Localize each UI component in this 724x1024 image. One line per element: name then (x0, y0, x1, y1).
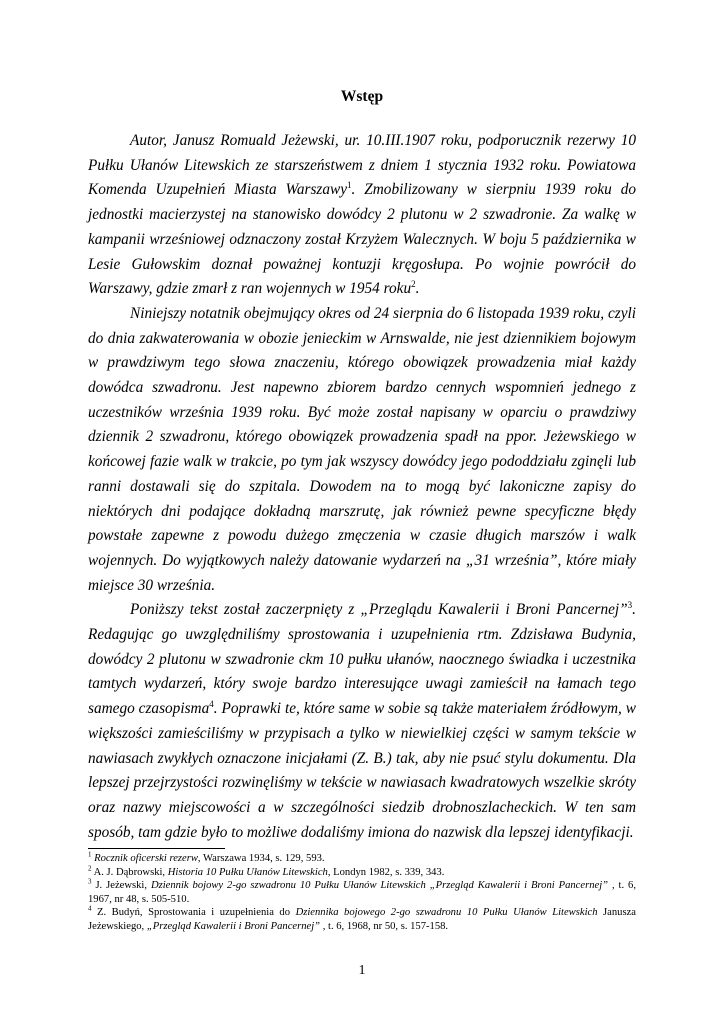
text-span: A. J. Dąbrowski, (93, 866, 168, 878)
italic-text: Rocznik oficerski rezerw (94, 853, 198, 864)
footnote-number: 2 (88, 864, 92, 873)
footnote (88, 866, 636, 880)
footnote-ref: 2 (411, 279, 416, 290)
footnote (88, 906, 636, 933)
page-title: Wstęp (340, 88, 384, 105)
paragraph (88, 129, 636, 302)
page-number: 1 (358, 963, 366, 978)
text-span: Z. Budyń, Sprostowania i uzupełnienia do (97, 907, 296, 919)
text-span: Niniejszy notatnik obejmujący okres od 24 sierpnia do 6 listopada 1939 roku, czyli do dnia zakwaterowania w obozie jenieckim w Arnswalde, nie jest dziennikiem bojowym w prawdziwym tego słowa znaczeniu, którego obowiązek prowadzenia miał każdy dowódca szwadronu. Jest napewno zbiorem bardzo cennych wspomnień jednego z uczestników września 1939 roku. Być może został napisany w oparciu o prawdziwy dziennik 2 szwadronu, którego obowiązek prowadzenia spadł na ppor. Jeżewskiego w końcowej fazie walk w trakcie, po tym jak wszyscy dowódcy jego pododdziału zginęli lub ranni dostawali się do szpitala. Dowodem na to mogą być lakoniczne zapisy do niektórych dni podające dokładną marszrutę, jak również pewne specyficzne błędy powstałe zapewne z powodu dużego zmęczenia w czasie długich marszów i walk wojennych. Do wyjątkowych należy datowanie wydarzeń na „31 września”, które miały miejsce 30 września. (88, 304, 636, 594)
footnote-number: 3 (88, 877, 92, 886)
text-span: , Londyn 1982, s. 339, 343. (327, 866, 445, 878)
footnote-ref: 4 (209, 699, 214, 710)
footnotes (88, 852, 636, 934)
text-span: Janusza Jeżewskiego, (88, 907, 637, 932)
text-span: . Redagując go uwzględniliśmy sprostowania i uzupełnienia rtm. Zdzisława Budynia, dowódcy 2 plutonu w szwadronie ckm 10 pułku ułanów, naocznego świadka i uczestnika tamtych wydarzeń, który swoje bardzo interesujące uwagi zamieścił na łamach tego samego czasopisma (88, 601, 636, 718)
footnote (88, 852, 636, 866)
text-span: , t. 6, 1968, nr 50, s. 157-158. (320, 920, 449, 932)
text-span: , t. 6, 1967, nr 48, s. 505-510. (88, 880, 636, 905)
footnote-ref: 3 (627, 600, 633, 611)
body-text (88, 129, 636, 845)
footnote-separator (88, 848, 225, 849)
text-span: . (415, 280, 420, 298)
footnote (88, 879, 636, 906)
italic-text: Dziennik bojowy 2-go szwadronu 10 Pułku Ułanów Litewskich „Przegląd Kawalerii i Broni Pancernej” (150, 880, 609, 892)
italic-text: Dziennika bojowego 2-go szwadronu 10 Pułku Ułanów Litewskich (295, 907, 598, 919)
text-span: Autor, Janusz Romuald Jeżewski, ur. 10.III.1907 roku, podporucznik rezerwy 10 Pułku Ułanów Litewskich ze starszeństwem z dniem 1 stycznia 1932 roku. Powiatowa Komenda Uzupełnień Miasta Warszawy (88, 132, 636, 199)
text-span: . Poprawki te, które same w sobie są także materiałem źródłowym, w większości zamieściliśmy w przypisach a tylko w niewielkiej części w samym tekście w nawiasach zwykłych oznaczone inicjałami (Z. B.) tak, aby nie psuć stylu dokumentu. Dla lepszej przejrzystości rozwinęliśmy w tekście w nawiasach kwadratowych wszelkie skróty oraz nazwy miejscowości a w szczególności siedzib drobnoszlacheckich. W ten sam sposób, tam gdzie było to możliwe dodaliśmy imiona do nazwisk dla lepszej identyfikacji. (88, 700, 636, 841)
footnote-number: 1 (88, 850, 92, 859)
text-span: . Zmobilizowany w sierpniu 1939 roku do jednostki macierzystej na stanowisko dowódcy 2 plutonu w 2 szwadronie. Za walkę w kampanii wrześniowej odznaczony został Krzyżem Walecznych. W boju 5 października w Lesie Gułowskim doznał poważnej kontuzji kręgosłupa. Po wojnie powrócił do Warszawy, gdzie zmarł z ran wojennych w 1954 roku (88, 181, 636, 298)
paragraph (88, 302, 636, 598)
footnote-number: 4 (88, 904, 92, 913)
footnote-ref: 1 (347, 180, 352, 191)
text-span: J. Jeżewski, (95, 880, 151, 892)
text-span: Poniższy tekst został zaczerpnięty z „Przeglądu Kawalerii i Broni Pancernej” (130, 601, 628, 619)
text-span: , Warszawa 1934, s. 129, 593. (197, 853, 325, 864)
paragraph (88, 598, 636, 845)
italic-text: „Przegląd Kawalerii i Broni Pancernej” (146, 920, 321, 932)
italic-text: Historia 10 Pułku Ułanów Litewskich (167, 866, 328, 878)
